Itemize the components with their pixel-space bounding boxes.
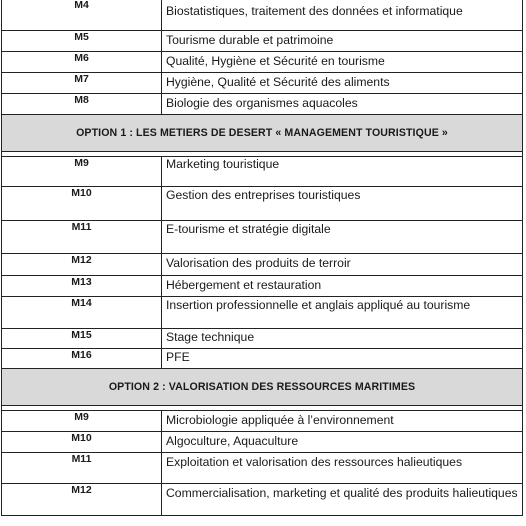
module-title: E-tourisme et stratégie digitale	[162, 221, 523, 254]
module-code: M12	[2, 254, 162, 276]
module-row	[2, 484, 523, 516]
module-code: M13	[2, 276, 162, 297]
module-code: M5	[2, 31, 162, 52]
option-2-heading: OPTION 2 : VALORISATION DES RESSOURCES MARITIMES	[2, 369, 523, 406]
module-title: Microbiologie appliquée à l’environnement	[162, 411, 523, 432]
option-heading-row	[2, 369, 523, 406]
module-row	[2, 52, 523, 73]
module-row	[2, 432, 523, 453]
module-row	[2, 0, 523, 31]
module-code: M11	[2, 453, 162, 484]
modules-table	[1, 0, 523, 516]
option-1-heading: OPTION 1 : LES METIERS DE DESERT « MANAGEMENT TOURISTIQUE »	[2, 115, 523, 152]
module-row	[2, 221, 523, 254]
module-row	[2, 411, 523, 432]
module-row	[2, 73, 523, 94]
module-title: Tourisme durable et patrimoine	[162, 31, 523, 52]
module-code: M10	[2, 432, 162, 453]
module-row	[2, 31, 523, 52]
module-code: M12	[2, 484, 162, 516]
module-row	[2, 349, 523, 369]
module-title: Exploitation et valorisation des ressources halieutiques	[162, 453, 523, 484]
option-heading-row	[2, 115, 523, 152]
module-title: Commercialisation, marketing et qualité des produits halieutiques	[162, 484, 523, 516]
module-title: Hébergement et restauration	[162, 276, 523, 297]
module-code: M15	[2, 329, 162, 349]
module-title: Gestion des entreprises touristiques	[162, 187, 523, 221]
module-code: M11	[2, 221, 162, 254]
module-title: Valorisation des produits de terroir	[162, 254, 523, 276]
module-row	[2, 329, 523, 349]
module-code: M4	[2, 0, 162, 31]
module-title: Stage technique	[162, 329, 523, 349]
module-row	[2, 254, 523, 276]
module-row	[2, 453, 523, 484]
module-code: M16	[2, 349, 162, 369]
module-code: M7	[2, 73, 162, 94]
module-code: M10	[2, 187, 162, 221]
module-code: M8	[2, 94, 162, 115]
module-title: Biostatistiques, traitement des données et informatique	[162, 0, 523, 31]
module-title: PFE	[162, 349, 523, 369]
module-title: Algoculture, Aquaculture	[162, 432, 523, 453]
module-code: M9	[2, 157, 162, 187]
module-row	[2, 157, 523, 187]
module-code: M6	[2, 52, 162, 73]
module-title: Marketing touristique	[162, 157, 523, 187]
module-row	[2, 276, 523, 297]
module-code: M9	[2, 411, 162, 432]
module-code: M14	[2, 297, 162, 329]
module-title: Insertion professionnelle et anglais appliqué au tourisme	[162, 297, 523, 329]
module-title: Hygiène, Qualité et Sécurité des aliments	[162, 73, 523, 94]
module-title: Qualité, Hygiène et Sécurité en tourisme	[162, 52, 523, 73]
module-row	[2, 297, 523, 329]
module-row	[2, 187, 523, 221]
module-row	[2, 94, 523, 115]
module-title: Biologie des organismes aquacoles	[162, 94, 523, 115]
